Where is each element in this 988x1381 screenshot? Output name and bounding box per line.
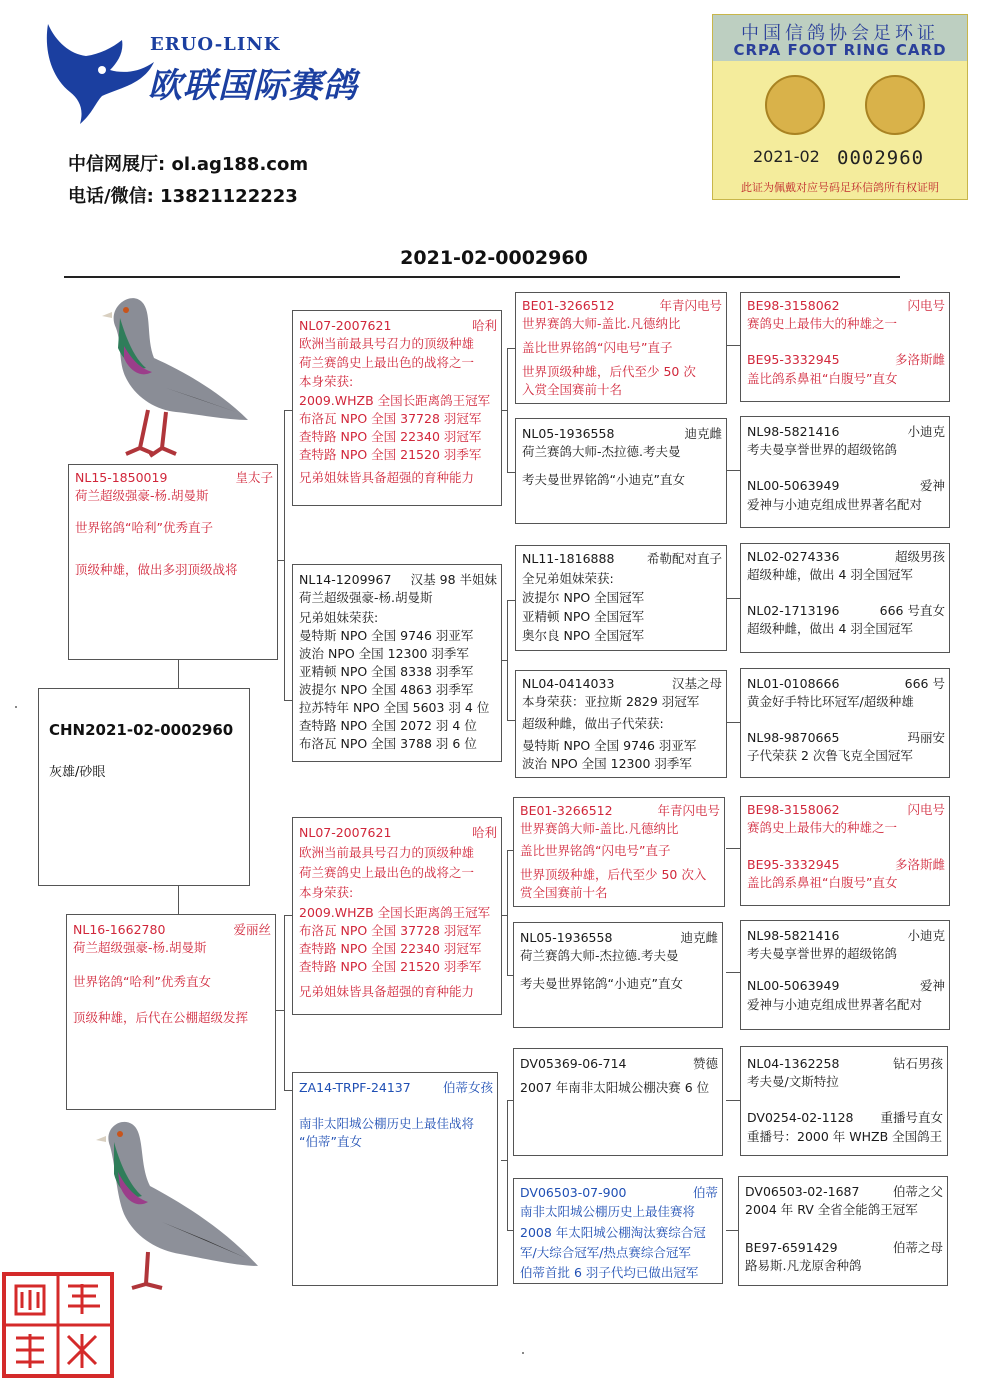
detail-line: 布洛瓦 NPO 全国 3788 羽 6 位	[299, 736, 477, 751]
detail-line: 世界赛鸽大师-盖比.凡德纳比	[522, 316, 681, 331]
detail-line: 超级种雌，做出子代荣获:	[522, 716, 664, 731]
detail-line: 重播号：2000 年 WHZB 全国鸽王	[747, 1129, 943, 1144]
ring-number: NL11-1816888	[522, 551, 615, 566]
pigeon-name: 迪克雌	[680, 930, 718, 945]
ring-number: ZA14-TRPF-24137	[299, 1080, 411, 1095]
ring-number: DV06503-02-1687	[745, 1184, 860, 1199]
ring-card-title-en: CRPA FOOT RING CARD	[733, 41, 947, 59]
g3-box	[513, 922, 723, 1028]
detail-line: 兄弟姐妹皆具备超强的育种能力	[299, 984, 475, 999]
ring-number: BE98-3158062	[747, 802, 840, 817]
page-title: 2021-02-0002960	[400, 247, 588, 269]
box-header	[299, 824, 497, 842]
box-header	[522, 425, 722, 443]
detail-line: 盖比鸽系鼻祖“白腹号”直女	[747, 371, 898, 386]
detail-line: 荷兰赛鸽史上最出色的战将之一	[299, 865, 475, 880]
box-header	[747, 1109, 943, 1127]
scan-speck	[522, 1352, 524, 1354]
detail-line: 世界顶级种雄，后代至少 50 次	[522, 364, 696, 379]
g3-box	[513, 1048, 723, 1156]
pigeon-name: 伯蒂之父	[892, 1184, 943, 1199]
connector-line	[726, 470, 740, 471]
g3-box	[515, 418, 727, 524]
detail-line: 超级种雌，做出 4 羽全国冠军	[747, 621, 913, 636]
pigeon-name: 爱神	[919, 478, 945, 493]
g3-box	[515, 292, 727, 404]
pigeon-name: 666 号	[904, 676, 945, 691]
ring-card-date: 2021-02	[753, 147, 820, 166]
connector-line	[507, 348, 515, 349]
pigeon-name: 爱神	[919, 978, 945, 993]
connector-line	[507, 600, 515, 601]
detail-line: “伯蒂”直女	[299, 1134, 362, 1149]
g3-box	[513, 1178, 723, 1284]
box-header	[520, 1184, 718, 1202]
box-header	[299, 571, 497, 589]
ring-number: DV05369-06-714	[520, 1056, 627, 1071]
detail-line: 波提尔 NPO 全国冠军	[522, 590, 645, 605]
detail-line: 盖比世界铭鸽“闪电号”直子	[522, 340, 673, 355]
pigeon-name: 爱丽丝	[233, 922, 271, 937]
ring-number: DV06503-07-900	[520, 1185, 627, 1200]
connector-line	[726, 722, 740, 723]
detail-line: 赏全国赛前十名	[520, 885, 608, 900]
ring-number: NL00-5063949	[747, 478, 840, 493]
ring-number: NL98-9870665	[747, 730, 840, 745]
ring-number: NL02-1713196	[747, 603, 840, 618]
cock-pigeon-photo	[76, 288, 256, 460]
detail-line: 荷兰赛鸽大师-杰拉德.考夫曼	[520, 948, 679, 963]
g3-box	[513, 797, 725, 907]
pigeon-name: 多洛斯雌	[894, 857, 945, 872]
ring-number: NL16-1662780	[73, 922, 166, 937]
pigeon-name: 哈利	[471, 318, 497, 333]
ring-number: NL01-0108666	[747, 676, 840, 691]
detail-line: 盖比鸽系鼻祖“白腹号”直女	[747, 875, 898, 890]
detail-line: 爱神与小迪克组成世界著名配对	[747, 997, 923, 1012]
g2-sire-sire-box	[292, 310, 502, 506]
connector-line	[178, 886, 179, 914]
box-header	[299, 1079, 493, 1097]
g4-pair-box	[740, 292, 950, 402]
box-header	[747, 675, 945, 693]
g4-pair-box	[738, 1176, 948, 1286]
connector-line	[726, 1100, 740, 1101]
box-header	[747, 423, 945, 441]
detail-line: 南非太阳城公棚历史上最佳赛将	[520, 1204, 696, 1219]
ring-number: NL05-1936558	[520, 930, 613, 945]
box-header	[745, 1183, 943, 1201]
pigeon-name: 希勒配对直子	[646, 551, 722, 566]
detail-line: 波提尔 NPO 全国 4863 羽季军	[299, 682, 474, 697]
detail-line: 伯蒂首批 6 羽子代均已做出冠军	[520, 1265, 699, 1280]
ring-number: NL98-5821416	[747, 424, 840, 439]
detail-line: 欧洲当前最具号召力的顶级种雄	[299, 336, 475, 351]
pigeon-name: 钻石男孩	[892, 1056, 943, 1071]
box-header	[299, 317, 497, 335]
detail-line: 波治 NPO 全国 12300 羽季军	[299, 646, 469, 661]
ring-number: DV0254-02-1128	[747, 1110, 854, 1125]
g3-box	[515, 670, 727, 778]
connector-line	[284, 915, 292, 916]
pigeon-name: 玛丽安	[907, 730, 945, 745]
connector-line	[284, 915, 285, 1090]
box-header	[745, 1239, 943, 1257]
g2-dam-dam-box	[292, 1072, 498, 1286]
detail-line: 爱神与小迪克组成世界著名配对	[747, 497, 923, 512]
sire-header	[75, 469, 273, 487]
ring-number: NL15-1850019	[75, 470, 168, 485]
pigeon-logo-icon	[40, 18, 158, 128]
g4-pair-box	[740, 920, 950, 1030]
box-header	[747, 548, 945, 566]
detail-line: 考夫曼世界铭鸽“小迪克”直女	[520, 976, 683, 991]
connector-line	[507, 850, 508, 975]
box-header	[522, 675, 722, 693]
detail-line: 查特路 NPO 全国 21520 羽季军	[299, 959, 482, 974]
detail-line: 军/大综合冠军/热点赛综合冠军	[520, 1245, 691, 1260]
pigeon-name: 伯蒂之母	[892, 1240, 943, 1255]
ring-card-title-cn: 中国信鸽协会足环证	[741, 23, 939, 44]
detail-line: 子代荣获 2 次鲁飞克全国冠军	[747, 748, 913, 763]
connector-line	[507, 720, 515, 721]
box-header	[747, 602, 945, 620]
connector-line	[507, 472, 515, 473]
detail-line: 全兄弟姐妹荣获:	[522, 571, 614, 586]
ring-number: BE95-3332945	[747, 857, 840, 872]
detail-line: 超级种雄，做出 4 羽全国冠军	[747, 567, 913, 582]
detail-line: 本身荣获:	[299, 885, 354, 900]
pigeon-name: 闪电号	[907, 298, 945, 313]
pigeon-name: 汉基 98 半姐妹	[410, 572, 497, 587]
box-header	[747, 801, 945, 819]
sire-box	[68, 464, 278, 660]
box-header	[522, 550, 722, 568]
detail-line: 考夫曼享誉世界的超级铭鸽	[747, 442, 898, 457]
detail-line: 查特路 NPO 全国 22340 羽冠军	[299, 941, 482, 956]
ring-number: NL02-0274336	[747, 549, 840, 564]
subject-color: 灰雄/砂眼	[49, 765, 106, 780]
detail-line: 荷兰超级强豪-杨.胡曼斯	[299, 590, 433, 605]
detail-line: 世界赛鸽大师-盖比.凡德纳比	[520, 821, 679, 836]
ring-number: BE01-3266512	[520, 803, 613, 818]
detail-line: 盖比世界铭鸽“闪电号”直子	[520, 843, 671, 858]
ring-number: NL00-5063949	[747, 978, 840, 993]
detail-line: 波治 NPO 全国 12300 羽季军	[522, 756, 692, 771]
connector-line	[276, 1010, 284, 1011]
box-header	[747, 297, 945, 315]
detail-line: 拉苏特年 NPO 全国 5603 羽 4 位	[299, 700, 490, 715]
detail-line: 考夫曼享誉世界的超级铭鸽	[747, 946, 898, 961]
g2-dam-sire-box	[292, 817, 502, 1015]
connector-line	[726, 598, 740, 599]
detail-line: 布洛瓦 NPO 全国 37728 羽冠军	[299, 923, 482, 938]
emblem-coin-icon	[865, 75, 925, 135]
box-header	[747, 977, 945, 995]
detail-line: 考夫曼世界铭鸽“小迪克”直女	[522, 472, 685, 487]
ring-card-footer: 此证为佩戴对应号码足环信鸽所有权证明	[741, 181, 939, 194]
detail-line: 2008 年太阳城公棚淘汰赛综合冠	[520, 1225, 706, 1240]
detail-line: 入赏全国赛前十名	[522, 382, 623, 397]
pigeon-name: 小迪克	[907, 928, 945, 943]
ring-number: BE97-6591429	[745, 1240, 838, 1255]
detail-line: 世界顶级种雄，后代至少 50 次入	[520, 867, 707, 882]
detail-line: 考夫曼/文斯特拉	[747, 1074, 839, 1089]
ring-number: NL14-1209967	[299, 572, 392, 587]
detail-line: 布洛瓦 NPO 全国 37728 羽冠军	[299, 411, 482, 426]
detail-line: 南非太阳城公棚历史上最佳战将	[299, 1116, 475, 1131]
box-header	[747, 856, 945, 874]
ring-number: NL07-2007621	[299, 825, 392, 840]
box-header	[747, 927, 945, 945]
pigeon-name: 皇太子	[235, 470, 273, 485]
dam-header	[73, 921, 271, 939]
ring-number: NL05-1936558	[522, 426, 615, 441]
detail-line: 赛鸽史上最伟大的种雄之一	[747, 820, 898, 835]
detail-line: 荷兰赛鸽大师-杰拉德.考夫曼	[522, 444, 681, 459]
pigeon-name: 超级男孩	[894, 549, 945, 564]
pigeon-name: 赞德	[692, 1056, 718, 1071]
pigeon-name: 多洛斯雌	[894, 352, 945, 367]
ring-number: NL04-0414033	[522, 676, 615, 691]
g4-pair-box	[740, 1046, 948, 1156]
ring-number: BE01-3266512	[522, 298, 615, 313]
dam-box	[66, 914, 276, 1110]
pigeon-name: 伯蒂	[692, 1185, 718, 1200]
detail-line: 赛鸽史上最伟大的种雄之一	[747, 316, 898, 331]
detail-line: 查特路 NPO 全国 2072 羽 4 位	[299, 718, 477, 733]
title-divider	[64, 276, 900, 278]
connector-line	[284, 410, 292, 411]
connector-line	[726, 972, 740, 973]
detail-line: 本身荣获:	[299, 374, 354, 389]
box-header	[520, 1055, 718, 1073]
pigeon-name: 闪电号	[907, 802, 945, 817]
box-header	[747, 477, 945, 495]
pigeon-name: 汉基之母	[671, 676, 722, 691]
pigeon-name: 小迪克	[907, 424, 945, 439]
pigeon-name: 年青闪电号	[657, 803, 720, 818]
connector-line	[284, 410, 285, 700]
detail-line: 奥尔良 NPO 全国冠军	[522, 628, 645, 643]
sire-line: 荷兰超级强豪-杨.胡曼斯	[75, 488, 209, 503]
detail-line: 查特路 NPO 全国 22340 羽冠军	[299, 429, 482, 444]
pigeon-name: 重播号直女	[880, 1110, 943, 1125]
ring-number: BE98-3158062	[747, 298, 840, 313]
connector-line	[284, 700, 292, 701]
sire-line: 世界铭鸽“哈利”优秀直子	[75, 520, 213, 535]
phone-text: 电话/微信: 13821122223	[68, 186, 298, 207]
detail-line: 2007 年南非太阳城公棚决赛 6 位	[520, 1080, 710, 1095]
detail-line: 本身荣获：亚拉斯 2829 羽冠军	[522, 694, 700, 709]
ring-number: NL04-1362258	[747, 1056, 840, 1071]
detail-line: 兄弟姐妹荣获:	[299, 610, 379, 625]
box-header	[522, 297, 722, 315]
detail-line: 欧洲当前最具号召力的顶级种雄	[299, 845, 475, 860]
box-header	[747, 1055, 943, 1073]
g3-box	[515, 545, 727, 651]
connector-line	[507, 348, 508, 472]
pigeon-name: 迪克雌	[684, 426, 722, 441]
connector-line	[178, 658, 179, 688]
detail-line: 曼特斯 NPO 全国 9746 羽亚军	[299, 628, 474, 643]
connector-line	[507, 600, 508, 720]
g4-pair-box	[740, 668, 950, 778]
detail-line: 荷兰赛鸽史上最出色的战将之一	[299, 355, 475, 370]
ring-card-number: 0002960	[837, 147, 925, 169]
ring-number: BE95-3332945	[747, 352, 840, 367]
subject-pigeon-box	[38, 688, 250, 886]
connector-line	[507, 1100, 508, 1230]
ring-card	[712, 14, 968, 200]
box-header	[520, 802, 720, 820]
pigeon-name: 年青闪电号	[659, 298, 722, 313]
connector-line	[726, 345, 740, 346]
brand-english-name: ERUO-LINK	[150, 34, 281, 55]
box-header	[747, 351, 945, 369]
detail-line: 2004 年 RV 全省全能鸽王冠军	[745, 1202, 918, 1217]
ring-number: NL98-5821416	[747, 928, 840, 943]
connector-line	[726, 848, 740, 849]
sire-line: 顶级种雄，做出多羽顶级战将	[75, 562, 238, 577]
red-seal-stamp	[2, 1272, 114, 1378]
hen-pigeon-photo	[76, 1116, 262, 1292]
g4-pair-box	[740, 796, 950, 906]
pigeon-name: 伯蒂女孩	[442, 1080, 493, 1095]
g4-pair-box	[740, 416, 950, 528]
dam-line: 世界铭鸽“哈利”优秀直女	[73, 974, 211, 989]
box-header	[747, 729, 945, 747]
dam-line: 顶级种雄，后代在公棚超级发挥	[73, 1010, 249, 1025]
box-header	[520, 929, 718, 947]
subject-ring-number: CHN2021-02-0002960	[49, 721, 234, 739]
website-text: 中信网展厅: ol.ag188.com	[68, 154, 309, 175]
connector-line	[284, 1090, 292, 1091]
g2-sire-dam-box	[292, 564, 502, 762]
dam-line: 荷兰超级强豪-杨.胡曼斯	[73, 940, 207, 955]
detail-line: 路易斯.凡龙原舍种鸽	[745, 1258, 862, 1273]
emblem-coin-icon	[765, 75, 825, 135]
ring-number: NL07-2007621	[299, 318, 392, 333]
detail-line: 2009.WHZB 全国长距离鸽王冠军	[299, 905, 491, 920]
detail-line: 亚精顿 NPO 全国冠军	[522, 609, 645, 624]
detail-line: 亚精顿 NPO 全国 8338 羽季军	[299, 664, 474, 679]
g4-pair-box	[740, 543, 950, 653]
pigeon-name: 666 号直女	[879, 603, 945, 618]
detail-line: 黄金好手特比环冠军/超级种雄	[747, 694, 914, 709]
pigeon-name: 哈利	[471, 825, 497, 840]
detail-line: 2009.WHZB 全国长距离鸽王冠军	[299, 393, 491, 408]
detail-line: 曼特斯 NPO 全国 9746 羽亚军	[522, 738, 697, 753]
brand-chinese-name: 欧联国际赛鸽	[148, 66, 358, 106]
detail-line: 查特路 NPO 全国 21520 羽季军	[299, 447, 482, 462]
scan-speck	[15, 706, 17, 708]
detail-line: 兄弟姐妹皆具备超强的育种能力	[299, 470, 475, 485]
